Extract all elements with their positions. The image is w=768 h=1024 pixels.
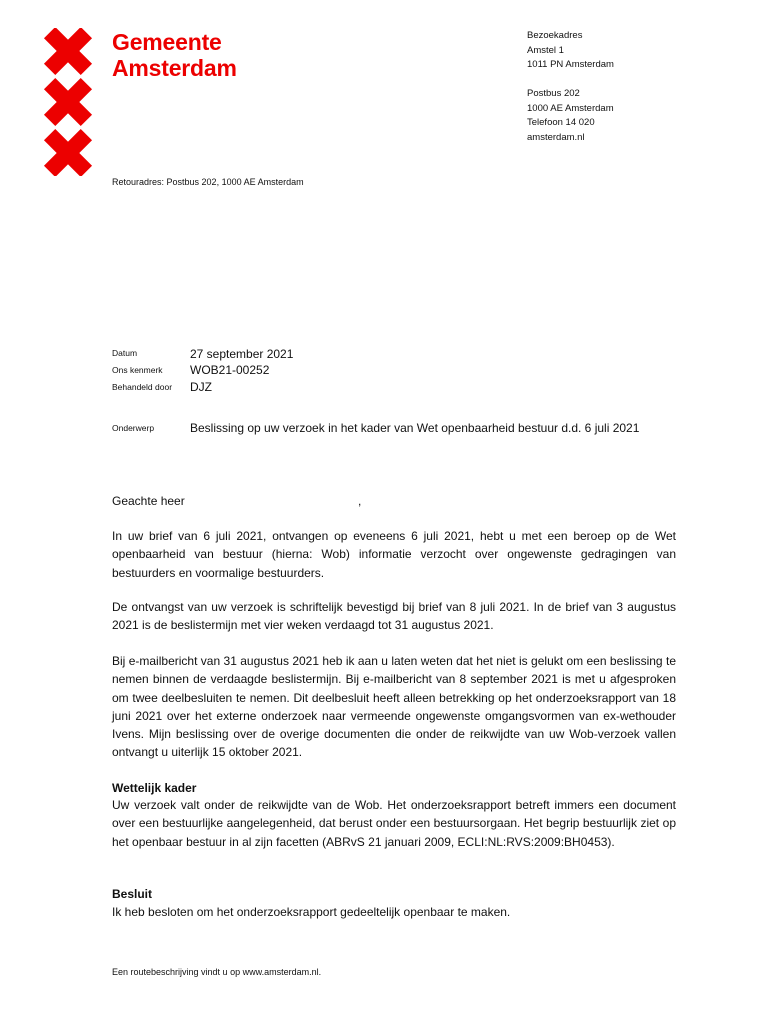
footer-route-note: Een routebeschrijving vindt u op www.amsterdam.nl. [112, 967, 322, 977]
paragraph-intro: In uw brief van 6 juli 2021, ontvangen op eveneens 6 juli 2021, hebt u met een beroep op de Wet openbaarheid van bestuur (hierna: Wob) informatie verzocht over ongewenste gedragingen van bestuurders en voormalige bestuurders. [112, 529, 676, 580]
subject-value: Beslissing op uw verzoek in het kader van Wet openbaarheid bestuur d.d. 6 juli 2021 [190, 421, 640, 435]
subject-label: Onderwerp [112, 423, 155, 433]
paragraph-decision: Ik heb besloten om het onderzoeksrapport gedeeltelijk openbaar te maken. [112, 905, 511, 919]
heading-decision: Besluit [112, 887, 153, 901]
paragraph-receipt: De ontvangst van uw verzoek is schriftelijk bevestigd bij brief van 8 juli 2021. In de brief van 3 augustus 2021 is de beslistermijn met vier weken verdaagd tot 31 augustus 2021. [112, 600, 676, 633]
logo-line-gemeente: Gemeente [112, 29, 222, 55]
visit-address [527, 29, 614, 73]
phone-number: Telefoon 14 020 [527, 117, 595, 128]
visit-address-street: Amstel 1 [527, 44, 564, 56]
handler-value: DJZ [190, 380, 212, 394]
salutation: Geachte heer [112, 494, 185, 508]
reference-label: Ons kenmerk [112, 365, 163, 375]
amsterdam-crosses-icon [42, 28, 94, 176]
paragraph-legal-framework: Uw verzoek valt onder de reikwijdte van de Wob. Het onderzoeksrapport betreft immers een document over een bestuurlijke aangelegenheid, dat berust onder een bestuursorgaan. Het begrip bestuurlijk ziet op het openbaar bestuur in al zijn facetten (ABRvS 21 januari 2009, ECLI:NL:RVS:2009:BH0453). [112, 798, 676, 849]
visit-address-label: Bezoekadres [527, 30, 583, 41]
handler-label: Behandeld door [112, 382, 173, 392]
heading-legal-framework: Wettelijk kader [112, 781, 197, 795]
reference-value: WOB21-00252 [190, 363, 270, 377]
logo-wordmark [112, 29, 237, 81]
date-value: 27 september 2021 [190, 347, 294, 361]
return-address: Retouradres: Postbus 202, 1000 AE Amsterdam [112, 177, 304, 187]
po-city: 1000 AE Amsterdam [527, 102, 614, 114]
visit-address-city: 1011 PN Amsterdam [527, 59, 614, 70]
salutation-comma: , [358, 494, 362, 508]
website-link[interactable]: amsterdam.nl [527, 131, 585, 143]
po-box: Postbus 202 [527, 88, 580, 99]
logo-line-amsterdam: Amsterdam [112, 55, 237, 81]
date-label: Datum [112, 348, 138, 358]
postal-address [527, 87, 614, 145]
paragraph-decision-timing: Bij e-mailbericht van 31 augustus 2021 heb ik aan u laten weten dat het niet is gelukt om een beslissing te nemen binnen de verdaagde beslistermijn. Bij e-mailbericht van 8 september 2021 is met u afgesproken om twee deelbesluiten te nemen. Dit deelbesluit heeft alleen betrekking op het onderzoeksrapport van 18 juni 2021 over het externe onderzoek naar vermeende ongewenste omgangsvormen van ex-wethouder Ivens. Mijn beslissing over de overige documenten die onder de reikwijdte van uw Wob-verzoek vallen ontvangt u uiterlijk 15 oktober 2021. [112, 654, 676, 760]
